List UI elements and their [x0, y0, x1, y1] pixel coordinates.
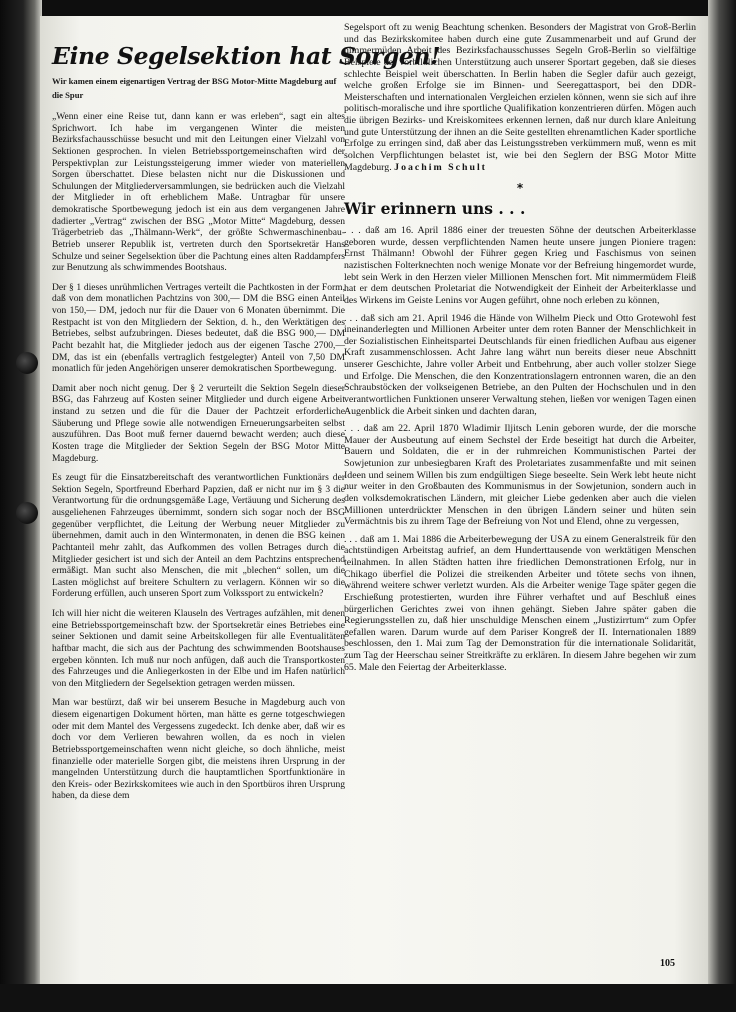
section-paragraph: . . . daß sich am 21. April 1946 die Hände von Wilhelm Pieck und Otto Grotewohl fest ineinanderlegten und Millionen Arbeiter unter dem roten Banner der Menschlichkeit in der Sozialistischen Einheitspartei Deutschlands für einen friedlichen Aufbau aus eigener Kraft zusammenschlossen. Acht Jahre lang währt nun bereits dieser neue Abschnitt unserer Geschichte, Jahre voller Arbeit und Entbehrung, aber auch voller stolzer Siege und Erfolge. Die Menschen, die den Konzentrationslagern entronnen waren, die an den Schraubstöcken der volkseigenen Betriebe, an den Pulten der Hochschulen und in den verantwortlichen Funktionen unserer Verwaltung stehen, ließen vor wenigen Tagen einen Augenblick die Arbeit sinken und dachten daran, [344, 312, 696, 417]
article-subtitle: Wir kamen einem eigenartigen Vertrag der BSG Motor-Mitte Magdeburg auf die Spur [52, 76, 337, 100]
continuation-text: Segelsport oft zu wenig Beachtung schenken. Besonders der Magistrat von Groß-Berlin und das Bezirkskomitee haben durch eine gute Zusammenarbeit und auf Grund der nimmermüden Arbeit des Bezirksfachausschusses Segeln Groß-Berlin so vielfältige Beispiele der vorbildlichen Unterstützung auch unserer Sportart gegeben, daß sie dieses schlechte Beispiel weit überschatten. In Berlin haben die Segler dafür auch gezeigt, welche großen Erfolge sie im Binnen- und Seeregattasport, bei den DDR-Meisterschaften und internationalen Vergleichen erzielen können, wenn sie sich auf ihre politisch-moralische und ihre sportliche Qualifikation konzentrieren dürfen. Mögen auch die übrigen Bezirks- und Kreiskomitees erkennen lernen, daß nur durch klare Anleitung und gute Unterstützung der ihnen an die Seite gestellten ehrenamtlichen Kader sportliche Erfolge zu erringen sind, daß aber das Leistungsstreben verkümmern muß, wenn es mit solchen Verpflichtungen belastet ist, wie bei den Seglern der BSG Motor Mitte Magdeburg. [344, 22, 696, 173]
section-paragraph: . . . daß am 16. April 1886 einer der treuesten Söhne der deutschen Arbeiterklasse geboren wurde, dessen verpflichtenden Namen heute unsere jungen Pioniere tragen: Ernst Thälmann! Obwohl der Führer gegen Krieg und Faschismus von seinen nazistischen Folterknechten noch wenige Monate vor der Befreiung hingemordet wurde, lebt sein Werk in den Herzen vieler Millionen Menschen fort. Mit nimmermüdem Fleiß hat er dem deutschen Proletariat die Notwendigkeit der Einheit der Arbeiterklasse und des Wirkens im Geiste Lenins vor Augen geführt, ohne noch erleben zu können, [344, 225, 696, 306]
punch-hole-top [16, 352, 38, 374]
page-number: 105 [660, 958, 675, 969]
section-separator: * [516, 181, 524, 196]
article-paragraph: Es zeugt für die Einsatzbereitschaft des verantwortlichen Funktionärs der Sektion Segeln, Sportfreund Eberhard Papzien, daß er nicht nur im § 3 die Verantwortung für die ordnungsgemäße Lage, Vertäuung und Sicherung des ausgeliehenen Fahrzeuges übernimmt, sondern sich sogar noch der BSG gegenüber verpflichtet, die Leitung der Werbung neuer Mitglieder zu übernehmen, damit auch in den Wintermonaten, in denen die BSG keinen Pachtanteil mehr zahlt, das Aufkommen des vollen Betrages durch die Mitglieder gesichert ist und sich der Anteil an dem Pachtzins entsprechend ermäßigt. Man sucht also Menschen, die mit „blechen“ sollen, um die Lasten möglichst auf breitere Schultern zu verlagern. Können wir so die Forderung erfüllen, auch unseren Sport zum Volkssport zu entwickeln? [52, 472, 345, 600]
article-title: Eine Segelsektion hat Sorgen! [52, 42, 441, 70]
section-paragraph: . . . daß am 22. April 1870 Wladimir Iljitsch Lenin geboren wurde, der die morsche Mauer der Ausbeutung auf einem Sechstel der Erde beseitigt hat durch die Arbeiter, Bauern und Soldaten, die er in der ruhmreichen Kommunistischen Partei der Sowjetunion zur unbesiegbaren Kraft des Proletariates zusammenfaßte und mit seinen Ideen und seinem Willen bis zum endgültigen Siege beseelte. Sein Werk lebt heute nicht nur weiter in den Großbauten des Kommunismus in der Sowjetunion, sondern auch in den volksdemokratischen Ländern, mit gleicher Liebe gedenken aber auch die vielen Millionen unterdrückter Menschen in den übrigen Ländern seiner und hüten sein Vermächtnis bis zu ihrem Tage der Befreiung von Not und Elend, ohne zu vergessen, [344, 423, 696, 528]
magazine-page [40, 16, 708, 984]
article-paragraph: Ich will hier nicht die weiteren Klauseln des Vertrages aufzählen, mit denen eine Betriebssportgemeinschaft bzw. der Sportsekretär eines Betriebes eine seiner Sektionen und damit seine Arbeitskollegen für alle Eventualitäten haftbar macht, die sich aus der Pachtung des schwimmenden Bootshauses ergeben könnten. Ich muß nur noch anfügen, daß auch die Transportkosten des Fahrzeuges und die Anliegerkosten in der Elbe und im Hafen natürlich von den Mitgliedern der Segelsektion getragen werden müssen. [52, 608, 345, 689]
section-heading: Wir erinnern uns . . . [344, 199, 526, 219]
scan-border-bottom [0, 984, 736, 1012]
punch-hole-bottom [16, 502, 38, 524]
page-edge-right [708, 0, 736, 1012]
article-paragraph: Damit aber noch nicht genug. Der § 2 verurteilt die Sektion Segeln dieser BSG, das Fahrzeug auf Kosten seiner Mitglieder und durch eigene Arbeit instand zu setzen und die für die Dauer der Pachtzeit erforderliche Säuberung und Pflege sowie alle notwendigen Erneuerungsarbeiten selbst auszuführen. Das Boot muß ferner dauernd bewacht werden; auch diese Kosten trage die Mitglieder der Sektion Segeln der BSG Motor Mitte Magdeburg. [52, 382, 345, 464]
article-paragraph: „Wenn einer eine Reise tut, dann kann er was erleben“, sagt ein altes Sprichwort. Ich habe im vergangenen Winter die meisten Bezirksfachausschüsse besucht und mit den Leitungen einer Vielzahl von Sektionen gesprochen. In vielen Betriebssportgemeinschaften wird der Perspektivplan zur Leistungssteigerung immer wieder von materiellen Sorgen überschattet. Diese belasten nicht nur die Diskussionen und Schulungen der Mitgliederversammlungen, sie bedrücken auch die Vielzahl der Mitglieder in oft erheblichem Maße. Untragbar für unsere demokratische Sportbewegung jedoch ist ein aus dem vergangenen Jahre dadierter „Vertrag“ zwischen der BSG „Motor Mitte“ Magdeburg, dessen Trägerbetrieb das „Thälmann-Werk“, der größte Schwermaschinenbau-Betrieb unserer Republik ist, vertreten durch den Sportsekretär Hans Schulze und seiner Segelsektion über die Pachtung eines alten Raddampfers zur Benutzung als schwimmendes Bootshaus. [52, 111, 345, 274]
article-continuation [344, 22, 696, 173]
article-paragraph: Der § 1 dieses unrühmlichen Vertrages verteilt die Pachtkosten in der Form, daß von dem monatlichen Pachtzins von 300,— DM die BSG einen Anteil von 150,— DM, jedoch nur für die Dauer von 6 Monaten übernimmt. Die Restpacht ist von den Mitgliedern der Sektion, d. h., den Werktätigen des Betriebes, selbst aufzubringen. Dieses bedeutet, daß die BSG 900,— DM Pacht bezahlt hat, die Mitglieder jedoch aus der eigenen Tasche 2700,— DM, das ist ein (ebenfalls vertraglich festgelegter) Anteil von 7,50 DM monatlich für jeden Angehörigen unserer demokratischen Sportbewegung. [52, 281, 345, 375]
article-paragraph: Man war bestürzt, daß wir bei unserem Besuche in Magdeburg auch von diesem eigenartigen Dokument hörten, man hätte es gerne totgeschwiegen oder mit dem Mantel des Vergessens zugedeckt. Ich denke aber, daß wir es doch vor dem Verlieren bewahren wollen, da es noch in vielen Betriebssportgemeinschaften wenn nicht gleiche, so doch ähnliche, meist finanzielle oder materielle Sorgen gibt, die meistens ihren Ursprung in der mangelnden Unterstützung durch die hauptamtlichen Sportfunktionäre in den Kreis- oder Bezirkskomitees wie auch in den Sportbüros ihren Ursprung haben, da diese dem [52, 697, 345, 802]
author-signature: Joachim Schult [394, 161, 487, 173]
right-column [344, 22, 696, 679]
section-paragraph: . . . daß am 1. Mai 1886 die Arbeiterbewegung der USA zu einem Generalstreik für den achtstündigen Arbeitstag aufrief, an dem Hunderttausende von werktätigen Menschen teilnahmen. In allen Städten hatten ihre friedlichen Demonstrationen Erfolg, nur in Chikago überfiel die Polizei die streikenden Arbeiter und tötete sechs von ihnen, während weitere schwer verletzt wurden. Als die Arbeiter wenige Tage später gegen die Erschießung protestierten, wurden ihre Führer verhaftet und auf Beschluß eines bürgerlichen Gerichtes zwei von ihnen gehängt. Sieben Jahre später gaben die Regierungsstellen zu, daß hier unschuldige Menschen einem „Justizirrtum“ zum Opfer gefallen waren. Darum wurde auf dem Pariser Kongreß der II. Internationalen 1889 beschlossen, den 1. Mai zum Tag der Demonstration für die internationale Solidarität, zum Tag der Heerschau seiner Streitkräfte zu erklären. In diesem Jahre begehen wir zum 65. Male den Feiertag der Arbeiterklasse. [344, 533, 696, 673]
